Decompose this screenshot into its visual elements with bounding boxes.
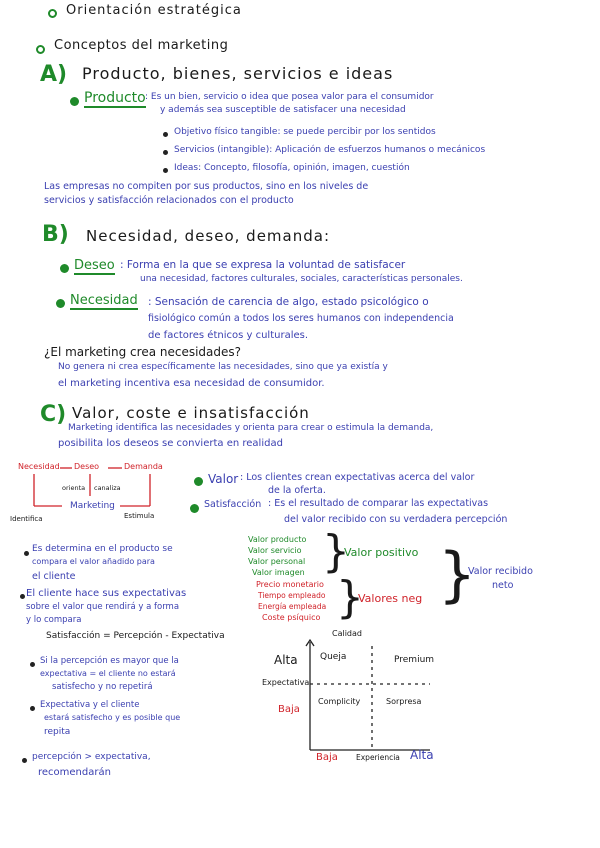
valor-positivo: Valor positivo bbox=[344, 546, 419, 559]
a-note-2: servicios y satisfacción relacionados con el producto bbox=[44, 195, 294, 206]
matrix-q-tr: Premium bbox=[394, 655, 435, 665]
matrix-y-high: Alta bbox=[274, 653, 298, 667]
left-note-2-l3: y lo compara bbox=[26, 615, 82, 625]
left-note-formula: Satisfacción = Percepción - Expectativa bbox=[46, 631, 225, 641]
cost-item: Precio monetario bbox=[256, 580, 324, 589]
cost-item: Energía empleada bbox=[258, 602, 327, 611]
section-a-title: Producto, bienes, servicios e ideas bbox=[82, 64, 394, 83]
left-note-3-l1: Si la percepción es mayor que la bbox=[40, 656, 179, 666]
necesidad-def-3: de factores étnicos y culturales. bbox=[148, 330, 309, 341]
left-note-2-l2: sobre el valor que rendirá y a forma bbox=[26, 602, 180, 612]
left-note-4-l2: estará satisfecho y es posible que bbox=[44, 713, 181, 722]
left-note-2-l1: El cliente hace sus expectativas bbox=[26, 588, 187, 599]
result-brace: } bbox=[438, 540, 477, 610]
cost-item: Tiempo empleado bbox=[258, 591, 326, 600]
section-b-letter: B) bbox=[42, 222, 69, 247]
left-note-4-l1: Expectativa y el cliente bbox=[40, 700, 140, 710]
value-item: Valor personal bbox=[248, 557, 306, 566]
left-note-1-l1: Es determina en el producto se bbox=[32, 544, 173, 554]
left-note-5-l2: recomendarán bbox=[38, 767, 111, 778]
matrix-y-title: Calidad bbox=[332, 629, 362, 638]
diagram-canaliza: canaliza bbox=[94, 484, 121, 492]
left-note-4-l3: repita bbox=[44, 727, 71, 737]
matrix-x-low: Baja bbox=[316, 752, 338, 763]
diagram-identifica: Identifica bbox=[10, 515, 43, 523]
satisfaccion-def-1: : Es el resultado de comparar las expectativas bbox=[268, 498, 489, 509]
left-note-1-l2: compara el valor añadido para bbox=[32, 557, 155, 566]
diagram-orienta: orienta bbox=[62, 484, 86, 492]
necesidad-def-2: fisiológico común a todos los seres humanos con independencia bbox=[148, 313, 454, 324]
producto-label: Producto bbox=[84, 90, 146, 106]
producto-def-1: : Es un bien, servicio o idea que posea valor para el consumidor bbox=[145, 92, 434, 102]
diagram-marketing: Marketing bbox=[70, 501, 115, 511]
satisfaccion-def-2: del valor recibido con su verdadera percepción bbox=[284, 514, 508, 525]
diagram-estimula: Estimula bbox=[124, 512, 155, 520]
section-b-title: Necesidad, deseo, demanda: bbox=[86, 227, 331, 245]
necesidad-label: Necesidad bbox=[70, 293, 138, 308]
diagram-demanda: Demanda bbox=[124, 462, 163, 471]
satisfaccion-label: Satisfacción bbox=[204, 499, 262, 510]
c-intro-1: Marketing identifica las necesidades y orienta para crear o estimula la demanda, bbox=[68, 423, 434, 433]
b-question: ¿El marketing crea necesidades? bbox=[44, 345, 242, 359]
valor-label: Valor bbox=[208, 472, 239, 486]
b-answer-1: No genera ni crea específicamente las necesidades, sino que ya existía y bbox=[58, 362, 388, 372]
value-item: Valor producto bbox=[248, 535, 307, 544]
diagram-deseo: Deseo bbox=[74, 462, 100, 471]
matrix-y-low: Baja bbox=[278, 704, 300, 715]
matrix-q-br: Sorpresa bbox=[386, 697, 422, 706]
a-note-1: Las empresas no compiten por sus productos, sino en los niveles de bbox=[44, 181, 369, 192]
matrix-q-bl: Complicity bbox=[318, 697, 361, 706]
producto-def-2: y además sea susceptible de satisfacer una necesidad bbox=[160, 105, 406, 115]
producto-bullet-3: Ideas: Concepto, filosofía, opinión, imagen, cuestión bbox=[174, 163, 410, 173]
producto-bullet-2: Servicios (intangible): Aplicación de esfuerzos humanos o mecánicos bbox=[174, 145, 486, 155]
section-a-letter: A) bbox=[40, 62, 68, 87]
value-item: Valor servicio bbox=[248, 546, 302, 555]
left-note-1-l3: el cliente bbox=[32, 571, 76, 582]
c-intro-2: posibilita los deseos se convierta en realidad bbox=[58, 438, 283, 449]
left-note-3-l2: expectativa = el cliente no estará bbox=[40, 669, 176, 678]
left-note-3-l3: satisfecho y no repetirá bbox=[52, 682, 153, 692]
cost-item: Coste psíquico bbox=[262, 613, 321, 622]
matrix-y-mid: Expectativa bbox=[262, 678, 310, 687]
diagram-necesidad: Necesidad bbox=[18, 462, 60, 471]
producto-bullet-1: Objetivo físico tangible: se puede percibir por los sentidos bbox=[174, 127, 436, 137]
valor-def-2: de la oferta. bbox=[268, 485, 326, 496]
matrix-x-title: Experiencia bbox=[356, 753, 400, 762]
top-item: Orientación estratégica bbox=[66, 3, 242, 18]
matrix-q-tl: Queja bbox=[320, 652, 347, 662]
necesidad-def-1: : Sensación de carencia de algo, estado psicológico o bbox=[148, 296, 429, 308]
section-c-title: Valor, coste e insatisfacción bbox=[72, 404, 310, 422]
valores-neg: Valores neg bbox=[358, 592, 423, 605]
deseo-label: Deseo bbox=[74, 258, 115, 273]
value-item: Valor imagen bbox=[252, 568, 305, 577]
green-brace: } bbox=[322, 526, 350, 577]
valor-neto-2: neto bbox=[492, 580, 514, 591]
section-title: Conceptos del marketing bbox=[54, 38, 229, 53]
deseo-def-2: una necesidad, factores culturales, sociales, características personales. bbox=[140, 274, 463, 284]
red-brace: } bbox=[336, 572, 364, 623]
left-note-5-l1: percepción > expectativa, bbox=[32, 752, 151, 762]
valor-neto-1: Valor recibido bbox=[468, 566, 533, 577]
deseo-def-1: : Forma en la que se expresa la voluntad de satisfacer bbox=[120, 259, 406, 271]
section-c-letter: C) bbox=[40, 402, 67, 427]
b-answer-2: el marketing incentiva esa necesidad de consumidor. bbox=[58, 378, 325, 389]
matrix-x-high: Alta bbox=[410, 748, 434, 762]
valor-def-1: : Los clientes crean expectativas acerca del valor bbox=[240, 472, 475, 483]
